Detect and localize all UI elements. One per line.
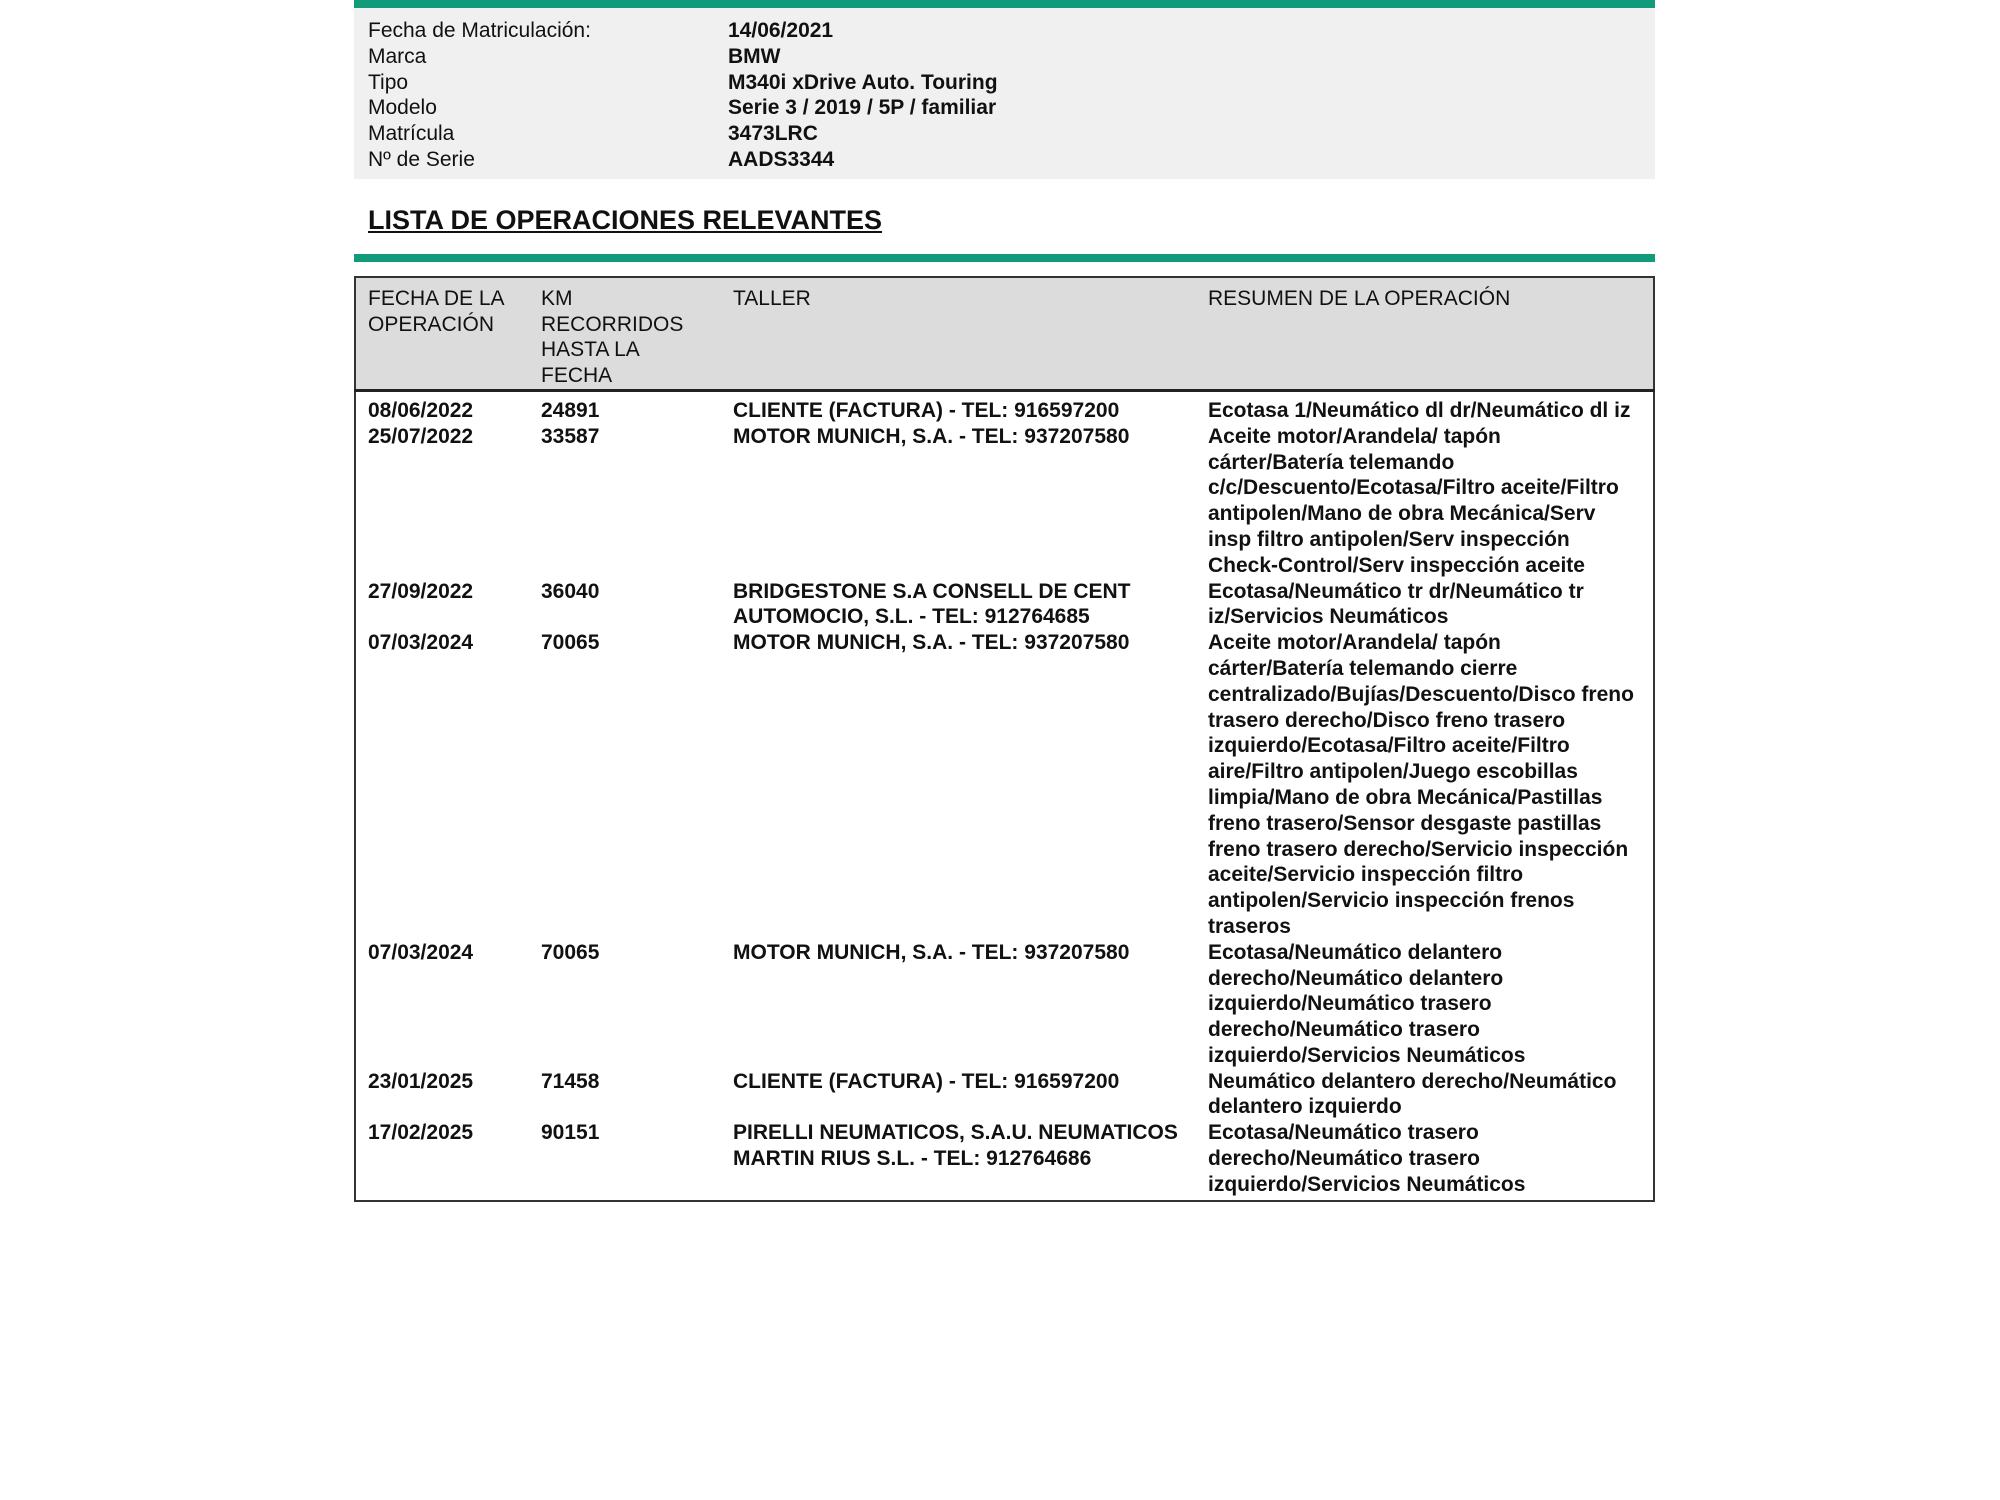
cell-taller: BRIDGESTONE S.A CONSELL DE CENT AUTOMOCIO, S.L. - TEL: 912764685 — [733, 579, 1131, 629]
cell-km: 24891 — [541, 398, 600, 422]
cell-taller: CLIENTE (FACTURA) - TEL: 916597200 — [733, 1069, 1120, 1093]
header-fecha: FECHA DE LA OPERACIÓN — [355, 277, 529, 391]
cell-fecha: 17/02/2025 — [368, 1121, 474, 1145]
cell-resumen: Neumático delantero derecho/Neumático delantero izquierdo — [1208, 1069, 1617, 1119]
cell-km: 71458 — [541, 1069, 600, 1093]
cell-resumen: Ecotasa/Neumático tr dr/Neumático tr iz/Servicios Neumáticos — [1208, 579, 1584, 629]
cell-fecha: 07/03/2024 — [368, 631, 474, 655]
table-row — [355, 630, 1654, 940]
field-label: Modelo — [368, 96, 437, 120]
cell-resumen: Aceite motor/Arandela/ tapón cárter/Batería telemando cierre centralizado/Bujías/Descuento/Disco freno trasero derecho/Disco freno trasero izquierdo/Ecotasa/Filtro aceite/Filtro aire/Filtro antipolen/Juego escobillas limpia/Mano de obra Mecánica/Pastillas freno trasero/Sensor desgaste pastillas freno trasero derecho/Servicio inspección aceite/Servicio inspección filtro antipolen/Servicio inspección frenos traseros — [1208, 631, 1634, 938]
vehicle-info — [354, 8, 1655, 179]
cell-resumen: Ecotasa 1/Neumático dl dr/Neumático dl iz — [1208, 398, 1631, 422]
cell-resumen: Ecotasa/Neumático trasero derecho/Neumático trasero izquierdo/Servicios Neumáticos — [1208, 1121, 1526, 1196]
vehicle-field-registration-date — [368, 18, 1641, 44]
document-page — [354, 0, 1655, 1202]
cell-km: 33587 — [541, 424, 600, 448]
field-label: Matrícula — [368, 122, 455, 146]
field-label: Tipo — [368, 70, 409, 94]
header-km: KM RECORRIDOS HASTA LA FECHA — [529, 277, 721, 391]
table-header-row — [355, 277, 1654, 391]
vehicle-field-model — [368, 95, 1641, 121]
cell-taller: MOTOR MUNICH, S.A. - TEL: 937207580 — [733, 940, 1130, 964]
cell-taller: CLIENTE (FACTURA) - TEL: 916597200 — [733, 398, 1120, 422]
cell-km: 70065 — [541, 940, 600, 964]
table-row — [355, 1069, 1654, 1121]
field-value: 14/06/2021 — [728, 19, 834, 42]
vehicle-field-plate — [368, 121, 1641, 147]
table-row — [355, 1120, 1654, 1200]
vehicle-field-serial — [368, 147, 1641, 173]
field-label: Nº de Serie — [368, 147, 475, 171]
field-value: BMW — [728, 44, 781, 68]
field-value: 3473LRC — [728, 122, 818, 146]
cell-km: 90151 — [541, 1121, 600, 1145]
table-row — [355, 579, 1654, 631]
cell-resumen: Aceite motor/Arandela/ tapón cárter/Batería telemando c/c/Descuento/Ecotasa/Filtro aceite/Filtro antipolen/Mano de obra Mecánica/Serv insp filtro antipolen/Serv inspección Check-Control/Serv inspección aceite — [1208, 424, 1619, 577]
cell-taller: MOTOR MUNICH, S.A. - TEL: 937207580 — [733, 424, 1130, 448]
field-label: Fecha de Matriculación: — [368, 19, 591, 42]
field-label: Marca — [368, 44, 427, 68]
cell-fecha: 27/09/2022 — [368, 579, 474, 603]
cell-taller: PIRELLI NEUMATICOS, S.A.U. NEUMATICOS MARTIN RIUS S.L. - TEL: 912764686 — [733, 1121, 1178, 1171]
header-taller: TALLER — [721, 277, 1196, 391]
cell-fecha: 25/07/2022 — [368, 424, 474, 448]
section-title: LISTA DE OPERACIONES RELEVANTES — [368, 204, 883, 235]
cell-km: 70065 — [541, 631, 600, 655]
field-value: Serie 3 / 2019 / 5P / familiar — [728, 96, 997, 120]
table-row — [355, 390, 1654, 423]
top-divider — [354, 0, 1655, 8]
section-divider — [354, 254, 1655, 262]
cell-fecha: 07/03/2024 — [368, 940, 474, 964]
cell-fecha: 23/01/2025 — [368, 1069, 474, 1093]
header-resumen: RESUMEN DE LA OPERACIÓN — [1196, 277, 1654, 391]
vehicle-field-type — [368, 70, 1641, 96]
table-row — [355, 424, 1654, 579]
cell-km: 36040 — [541, 579, 600, 603]
table-row — [355, 940, 1654, 1069]
field-value: M340i xDrive Auto. Touring — [728, 70, 998, 94]
vehicle-field-brand — [368, 44, 1641, 70]
field-value: AADS3344 — [728, 147, 835, 171]
cell-resumen: Ecotasa/Neumático delantero derecho/Neumático delantero izquierdo/Neumático trasero derecho/Neumático trasero izquierdo/Servicios Neumáticos — [1208, 940, 1526, 1067]
cell-taller: MOTOR MUNICH, S.A. - TEL: 937207580 — [733, 631, 1130, 655]
cell-fecha: 08/06/2022 — [368, 398, 474, 422]
operations-table — [354, 276, 1655, 1202]
